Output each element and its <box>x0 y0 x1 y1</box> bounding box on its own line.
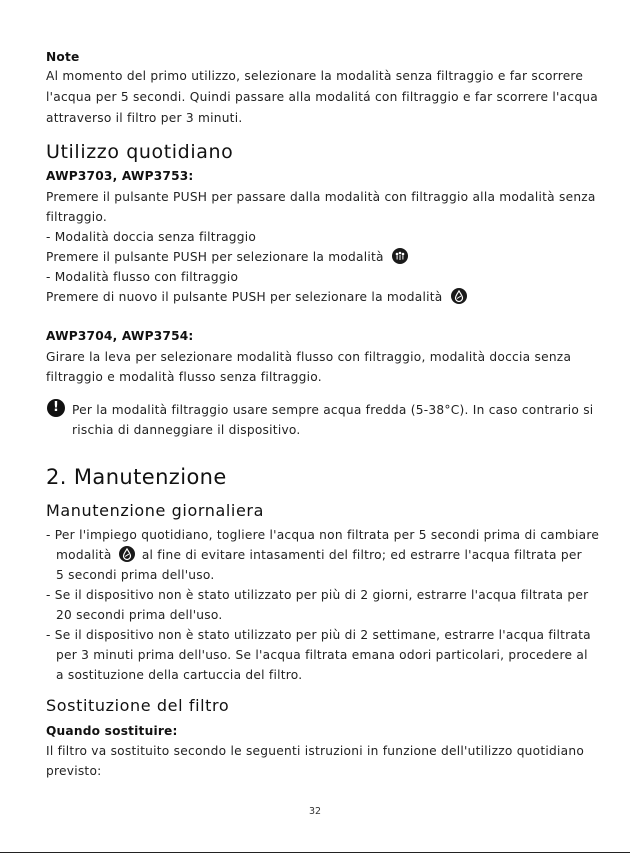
bullet-1-line-2-text: al fine di evitare intasamenti del filtro; ed estrarre l'acqua filtrata per <box>141 548 582 562</box>
bullet-2-line-2: 20 secondi prima dell'uso. <box>56 608 223 622</box>
bullet-3-line-3: a sostituzione della cartuccia del filtro. <box>56 668 303 682</box>
model-a-line-4 <box>46 250 410 264</box>
note-line-1: Al momento del primo utilizzo, selezionare la modalità senza filtraggio e far scorrere <box>46 69 584 83</box>
when-replace-label: Quando sostituire: <box>46 724 178 738</box>
page-number: 32 <box>309 806 322 817</box>
bullet-2-line-1: - Se il dispositivo non è stato utilizzato per più di 2 giorni, estrarre l'acqua filtrata per <box>46 588 589 602</box>
chapter-heading: 2. Manutenzione <box>46 465 227 489</box>
model-a-label: AWP3703, AWP3753: <box>46 169 194 183</box>
when-line-1: Il filtro va sostituito secondo le seguenti istruzioni in funzione dell'utilizzo quotidiano <box>46 744 585 758</box>
bullet-1-line-2 <box>56 548 582 562</box>
model-a-line-6-text: Premere di nuovo il pulsante PUSH per selezionare la modalità <box>46 290 443 304</box>
model-a-line-4-text: Premere il pulsante PUSH per selezionare la modalità <box>46 250 384 264</box>
replacement-heading: Sostituzione del filtro <box>46 696 230 715</box>
note-line-2: l'acqua per 5 secondi. Quindi passare alla modalitá con filtraggio e far scorrere l'acqua <box>46 90 599 104</box>
bullet-1-line-3: 5 secondi prima dell'uso. <box>56 568 215 582</box>
note-title: Note <box>46 50 80 64</box>
shower-mode-icon <box>392 248 408 264</box>
model-a-line-5: - Modalità flusso con filtraggio <box>46 270 239 284</box>
bullet-3-line-1: - Se il dispositivo non è stato utilizzato per più di 2 settimane, estrarre l'acqua filtrata <box>46 628 591 642</box>
daily-maintenance-heading: Manutenzione giornaliera <box>46 501 265 520</box>
daily-use-heading: Utilizzo quotidiano <box>46 141 234 163</box>
filtered-stream-icon <box>119 546 135 562</box>
bullet-1-line-1: - Per l'impiego quotidiano, togliere l'acqua non filtrata per 5 secondi prima di cambiare <box>46 528 600 542</box>
warning-line-2: rischia di danneggiare il dispositivo. <box>72 423 301 437</box>
model-a-line-6 <box>46 290 469 304</box>
warning-icon: ! <box>47 399 65 417</box>
model-a-line-2: filtraggio. <box>46 210 108 224</box>
when-line-2: previsto: <box>46 764 102 778</box>
bullet-3-line-2: per 3 minuti prima dell'uso. Se l'acqua filtrata emana odori particolari, procedere al <box>56 648 588 662</box>
model-a-line-3: - Modalità doccia senza filtraggio <box>46 230 257 244</box>
filtered-stream-icon <box>451 288 467 304</box>
model-a-line-1: Premere il pulsante PUSH per passare dalla modalità con filtraggio alla modalità senza <box>46 190 596 204</box>
model-b-line-1: Girare la leva per selezionare modalità flusso con filtraggio, modalità doccia senza <box>46 350 572 364</box>
model-b-line-2: filtraggio e modalità flusso senza filtraggio. <box>46 370 322 384</box>
warning-line-1: Per la modalità filtraggio usare sempre acqua fredda (5-38°C). In caso contrario si <box>72 403 594 417</box>
bullet-1-prefix: modalità <box>56 548 112 562</box>
footer-divider <box>0 852 630 853</box>
note-line-3: attraverso il filtro per 3 minuti. <box>46 111 243 125</box>
model-b-label: AWP3704, AWP3754: <box>46 329 194 343</box>
